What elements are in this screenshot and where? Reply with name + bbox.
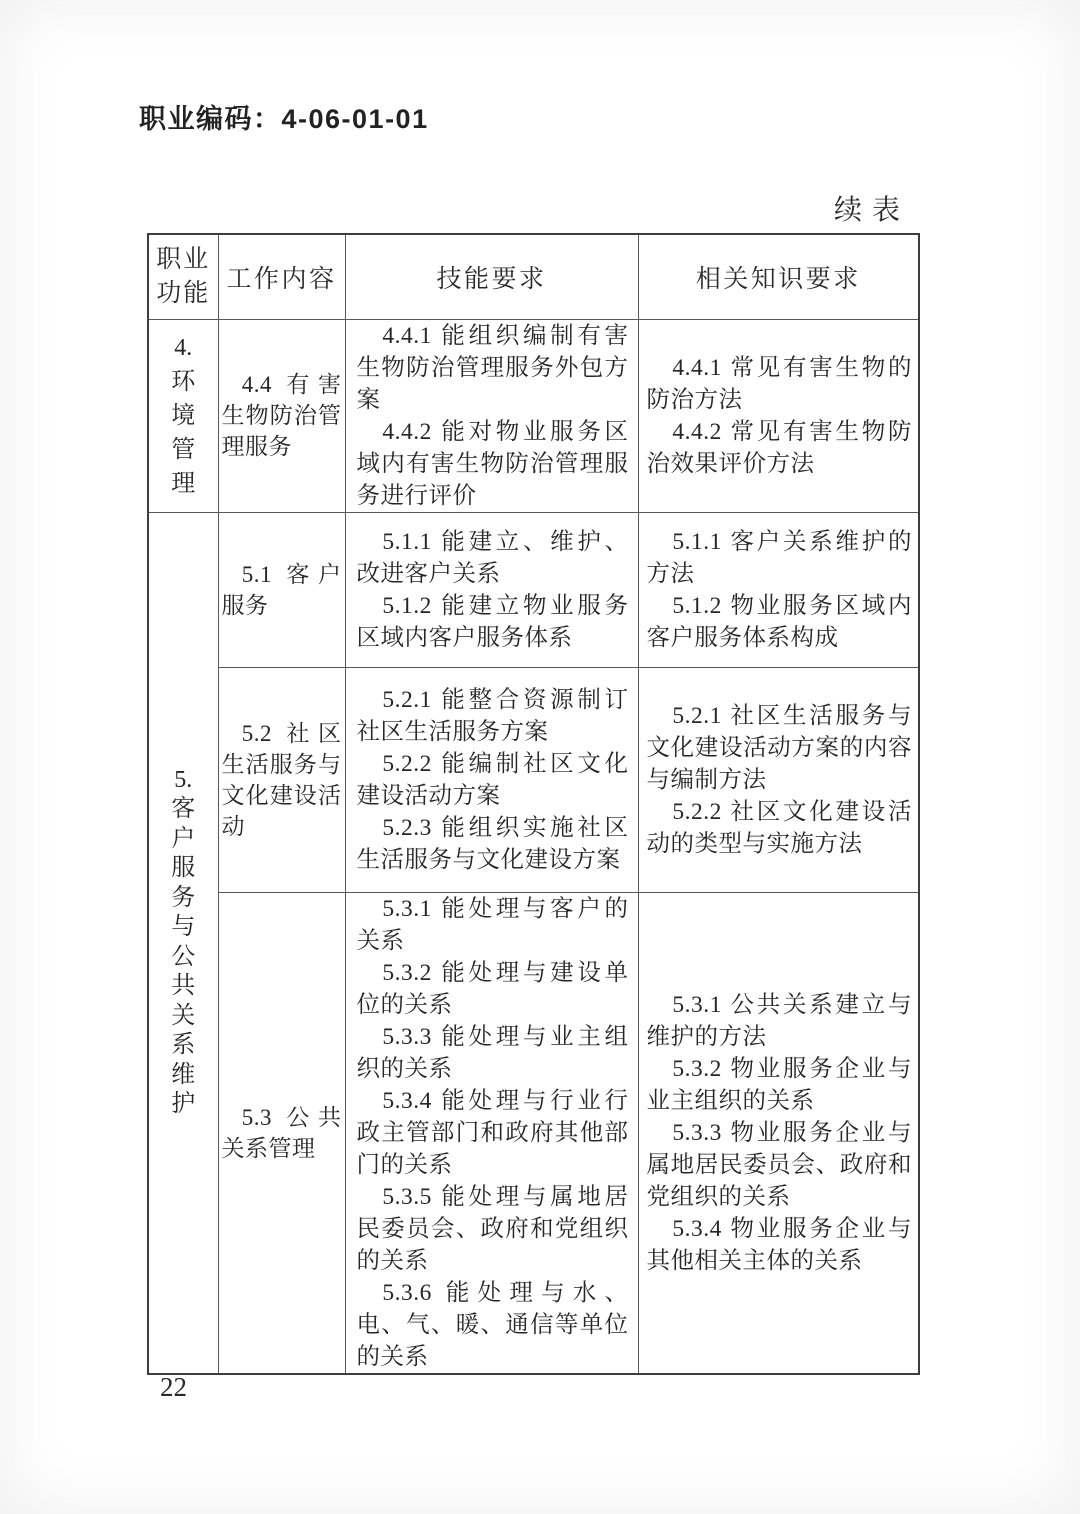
work-content-text: 4.4 有害生物防治管理服务 <box>221 372 342 459</box>
function-char: 户 <box>171 825 196 852</box>
skill-item: 5.2.1 能整合资源制订社区生活服务方案 <box>356 686 629 745</box>
page-number: 22 <box>160 1372 187 1402</box>
function-char: 管 <box>171 436 196 463</box>
knowledge-item: 5.1.2 物业服务区域内客户服务体系构成 <box>646 592 912 651</box>
skill-item: 4.4.1 能组织编制有害生物防治管理服务外包方案 <box>356 322 629 413</box>
function-cell-customer-service <box>148 512 218 1374</box>
function-char: 公 <box>171 943 196 970</box>
skill-item: 5.3.1 能处理与客户的关系 <box>356 895 629 954</box>
skill-item: 5.3.3 能处理与业主组织的关系 <box>356 1023 629 1082</box>
function-char: 系 <box>171 1032 196 1058</box>
knowledge-cell-5-2 <box>638 667 919 892</box>
header-cell-function <box>148 234 218 319</box>
knowledge-cell-5-3 <box>638 892 919 1374</box>
header-cell-skill: 技能要求 <box>345 234 638 319</box>
work-content-cell-5-3 <box>218 892 345 1374</box>
work-content-cell-5-1 <box>218 512 345 667</box>
knowledge-cell-5-1 <box>638 512 919 667</box>
function-char: 环 <box>171 368 196 395</box>
function-char: 维 <box>171 1061 196 1088</box>
knowledge-item: 5.1.1 客户关系维护的方法 <box>646 528 912 587</box>
skill-item: 5.3.2 能处理与建设单位的关系 <box>356 959 629 1018</box>
table-row-4-4 <box>148 319 919 512</box>
knowledge-item: 4.4.1 常见有害生物的防治方法 <box>646 354 912 413</box>
function-char: 服 <box>171 855 196 881</box>
function-char: 护 <box>171 1091 196 1117</box>
knowledge-item: 4.4.2 常见有害生物防治效果评价方法 <box>646 418 912 477</box>
function-label-4 <box>149 331 218 501</box>
function-char: 关 <box>171 1002 196 1029</box>
function-char: 务 <box>171 884 196 911</box>
skill-item: 5.2.3 能组织实施社区生活服务与文化建设方案 <box>356 814 629 873</box>
skill-item: 5.3.4 能处理与行业行政主管部门和政府其他部门的关系 <box>356 1087 629 1178</box>
table-row-5-3 <box>148 892 919 1374</box>
skill-item: 5.2.2 能编制社区文化建设活动方案 <box>356 750 629 809</box>
function-char: 境 <box>171 402 196 429</box>
knowledge-item: 5.3.4 物业服务企业与其他相关主体的关系 <box>646 1215 912 1274</box>
work-content-cell-4-4 <box>218 319 345 512</box>
table-row-5-1 <box>148 512 919 667</box>
function-char: 理 <box>171 470 196 497</box>
knowledge-item: 5.3.1 公共关系建立与维护的方法 <box>646 991 912 1050</box>
header-cell-knowledge: 相关知识要求 <box>638 234 919 319</box>
function-char: 与 <box>171 914 196 940</box>
skill-item: 5.3.6 能处理与水、电、气、暖、通信等单位的关系 <box>356 1279 629 1370</box>
header-function-line: 职业 <box>156 245 211 273</box>
table-row-5-2 <box>148 667 919 892</box>
knowledge-item: 5.2.1 社区生活服务与文化建设活动方案的内容与编制方法 <box>646 702 912 793</box>
table-header-row <box>148 234 919 319</box>
knowledge-item: 5.3.3 物业服务企业与属地居民委员会、政府和党组织的关系 <box>646 1119 912 1210</box>
function-char: 客 <box>171 796 196 822</box>
standards-table <box>147 233 920 1375</box>
knowledge-item: 5.2.2 社区文化建设活动的类型与实施方法 <box>646 798 912 857</box>
skill-cell-4-4 <box>345 319 638 512</box>
skill-item: 5.3.5 能处理与属地居民委员会、政府和党组织的关系 <box>356 1183 629 1274</box>
skill-item: 4.4.2 能对物业服务区域内有害生物防治管理服务进行评价 <box>356 418 629 509</box>
work-content-text: 5.1 客户服务 <box>221 561 342 618</box>
skill-item: 5.1.2 能建立物业服务区域内客户服务体系 <box>356 592 629 651</box>
skill-item: 5.1.1 能建立、维护、改进客户关系 <box>356 528 629 587</box>
function-char: 5. <box>174 766 193 793</box>
function-char: 共 <box>171 973 196 999</box>
function-label-5 <box>149 766 218 1120</box>
continued-table-label: 续表 <box>833 195 910 226</box>
skill-cell-5-2 <box>345 667 638 892</box>
skill-cell-5-1 <box>345 512 638 667</box>
header-cell-work: 工作内容 <box>218 234 345 319</box>
work-content-cell-5-2 <box>218 667 345 892</box>
knowledge-item: 5.3.2 物业服务企业与业主组织的关系 <box>646 1055 912 1114</box>
skill-cell-5-3 <box>345 892 638 1374</box>
knowledge-cell-4-4 <box>638 319 919 512</box>
work-content-text: 5.3 公共关系管理 <box>221 1104 342 1161</box>
occupation-code: 职业编码：4-06-01-01 <box>139 104 429 134</box>
function-cell-environment-management <box>148 319 218 512</box>
header-function-lines <box>149 243 218 311</box>
function-char: 4. <box>174 334 193 361</box>
work-content-text: 5.2 社区生活服务与文化建设活动 <box>221 720 342 839</box>
header-function-line: 功能 <box>156 279 211 307</box>
